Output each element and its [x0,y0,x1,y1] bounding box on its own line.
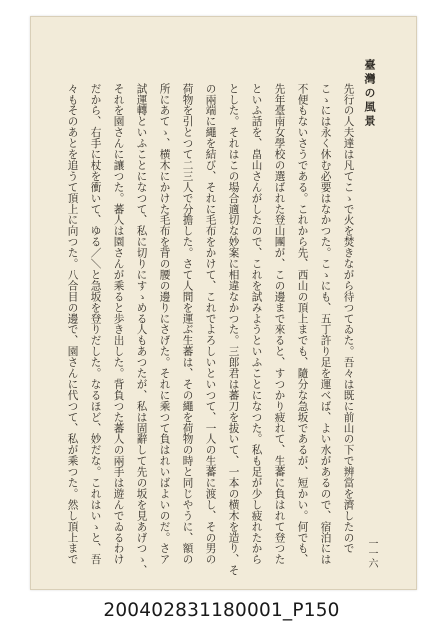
book-page [30,16,417,590]
text-column: それを園さんに讓つた。蕃人は園さんが乘ると歩き出した。背負つた蕃人の兩手は遊んでゐるわけ [112,83,125,565]
text-column: 試運轉といふことになつて、私に切りにすゝめる人もあつたが、私は固辭して先の坂を見あげつゝ、 [135,83,148,576]
text-column: 不便もないさうである。これから先、西山の頂上までも、隨分な急坂であるが、短かい。何でも、 [296,83,309,565]
text-column: の兩端に繩を結び、それに毛布をかけて、これでよろしいといつて、一人の生蕃に渡し、その男の [204,83,217,565]
text-column: 先行の人夫達は凡てこゝで火を焚きながら待つてゐた。吾々は既に前山の下で辨當を濟したので [342,83,355,554]
text-column: こゝには永く休む必要はなかつた。こゝにも、五丁許り足を運べば、よい水があるので、宿泊には [319,83,332,565]
text-column: だから、右手に杖を衝いて、ゆる／＼と急坂を登りだした。なるほど、妙だな。これはいゝと、吾 [89,83,102,565]
text-column: といふ話を、畠山さんがしたので、これを試みようといふことになつた。私も足が少し疲れたから [250,83,263,565]
text-column: 所にあてゝ、横木にかけた毛布を背の腰の邊りにさげた。それに乘つて負はれいばよいのだ。さア [158,83,171,565]
text-column: 々もそのあとを追うて頂上に向つた。八合目の邊で、園さんに代つて、私が乘つた。然し頂上まで [66,83,79,565]
text-column: 荷物を引とつて二三人で分擔した。さて人間を運ぶ生蕃は、その繩を荷物の時と同じやうに、額の [181,83,194,565]
text-column: とした。それはこの場合適切な妙案に相違なかつた。三郎君は蕃刀を拔いて、一本の横木を造り、そ [227,83,240,576]
text-column: 先年臺南女學校の選ばれた登山團が、この邊まで來ると、すつかり疲れて、生蕃に負はれて登つた [273,83,286,565]
running-title: 臺灣の風景 [363,59,376,129]
image-caption: 200402831180001_P150 [103,600,340,621]
page-number: 一一六 [366,538,377,568]
